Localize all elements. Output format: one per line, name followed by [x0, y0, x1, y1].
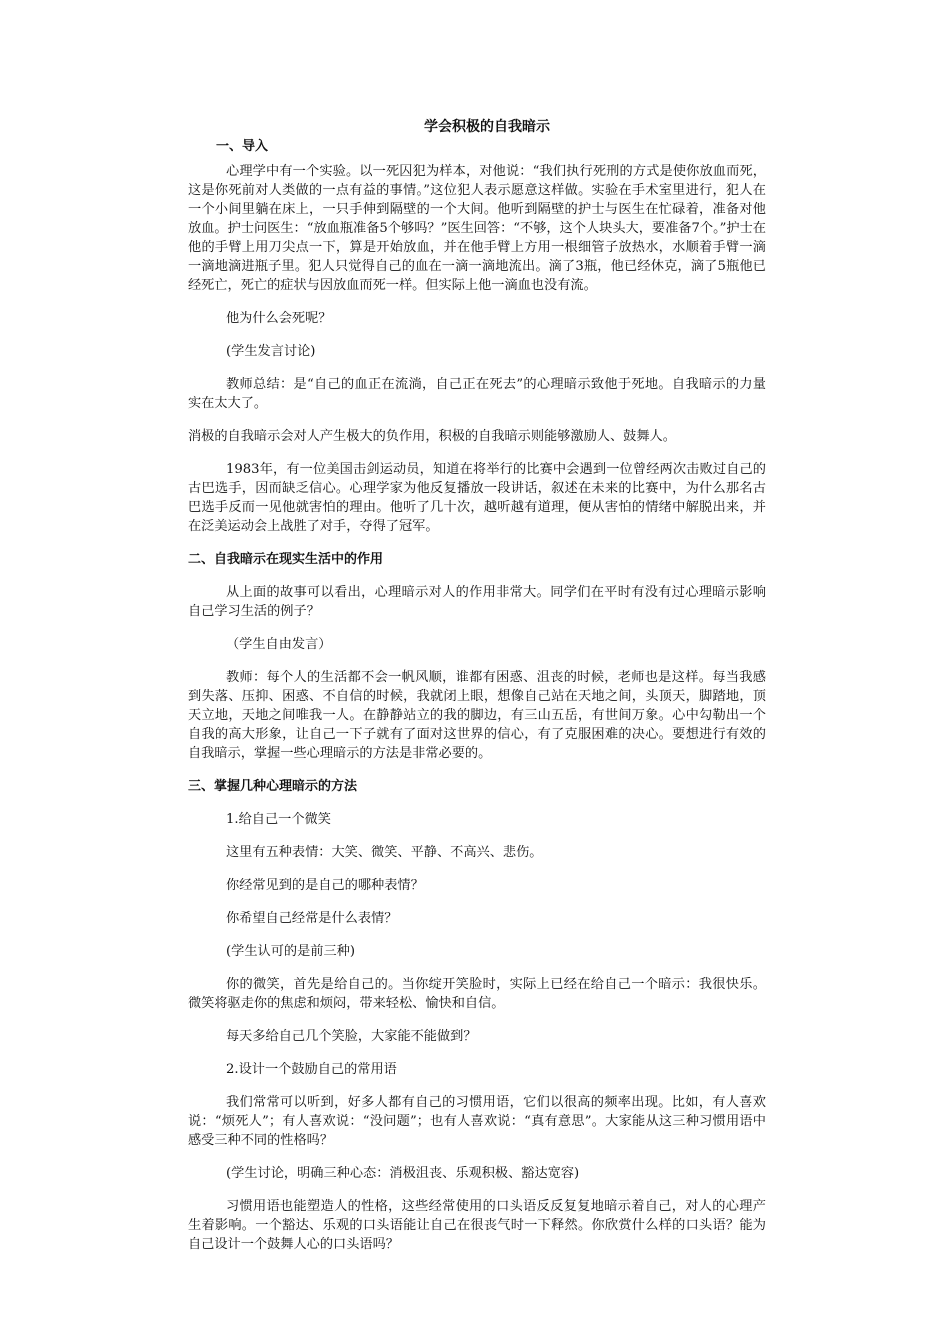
paragraph: (学生认可的是前三种) — [226, 944, 355, 959]
paragraph: (学生发言讨论) — [226, 344, 316, 359]
paragraph: 1.给自己一个微笑 — [226, 812, 331, 827]
document-page — [188, 118, 766, 1254]
paragraph: （学生自由发言） — [226, 637, 332, 652]
paragraph: 消极的自我暗示会对人产生极大的负作用，积极的自我暗示则能够激励人、鼓舞人。 — [188, 429, 676, 444]
paragraph: 教师：每个人的生活都不会一帆风顺，谁都有困惑、沮丧的时候，老师也是这样。每当我感到失落、压抑、困惑、不自信的时候，我就闭上眼，想像自己站在天地之间，头顶天，脚踏地，顶天立地，天地之间唯我一人。在静静站立的我的脚边，有三山五岳，有世间万象。心中勾勒出一个自我的高大形象，让自己一下子就有了面对这世界的信心，有了克服困难的决心。要想进行有效的自我暗示，掌握一些心理暗示的方法是非常必要的。 — [188, 670, 766, 761]
paragraph: 这里有五种表情：大笑、微笑、平静、不高兴、悲伤。 — [226, 845, 543, 860]
paragraph: 你的微笑，首先是给自己的。当你绽开笑脸时，实际上已经在给自己一个暗示：我很快乐。微笑将驱走你的焦虑和烦闷，带来轻松、愉快和自信。 — [188, 977, 766, 1011]
paragraph: 从上面的故事可以看出，心理暗示对人的作用非常大。同学们在平时有没有过心理暗示影响自己学习生活的例子？ — [188, 585, 766, 619]
paragraph: 我们常常可以听到，好多人都有自己的习惯用语，它们以很高的频率出现。比如，有人喜欢说：“烦死人”；有人喜欢说：“没问题”；也有人喜欢说：“真有意思”。大家能从这三种习惯用语中感受三种不同的性格吗？ — [188, 1095, 766, 1148]
paragraph: 你经常见到的是自己的哪种表情？ — [226, 878, 424, 893]
paragraph: 每天多给自己几个笑脸，大家能不能做到？ — [226, 1029, 477, 1044]
paragraph: 习惯用语也能塑造人的性格，这些经常使用的口头语反反复复地暗示着自己，对人的心理产生着影响。一个豁达、乐观的口头语能让自己在很丧气时一下释然。你欣赏什么样的口头语？能为自己设计一个鼓舞人心的口头语吗？ — [188, 1199, 766, 1252]
paragraph: (学生讨论，明确三种心态：消极沮丧、乐观积极、豁达宽容) — [226, 1166, 580, 1181]
paragraph: 他为什么会死呢？ — [226, 311, 332, 326]
document-title: 学会积极的自我暗示 — [424, 119, 550, 135]
paragraph: 教师总结：是“自己的血正在流淌，自己正在死去”的心理暗示致他于死地。自我暗示的力量实在太大了。 — [188, 377, 766, 411]
paragraph: 你希望自己经常是什么表情？ — [226, 911, 398, 926]
section-heading-methods: 三、掌握几种心理暗示的方法 — [188, 779, 358, 794]
paragraph: 2.设计一个鼓励自己的常用语 — [226, 1062, 397, 1077]
section-heading-effects: 二、自我暗示在现实生活中的作用 — [188, 552, 384, 567]
paragraph: 1983年，有一位美国击剑运动员，知道在将举行的比赛中会遇到一位曾经两次击败过自己的古巴选手，因而缺乏信心。心理学家为他反复播放一段讲话，叙述在未来的比赛中，为什么那名古巴选手反而一见他就害怕的理由。他听了几十次，越听越有道理，便从害怕的情绪中解脱出来，并在泛美运动会上战胜了对手，夺得了冠军。 — [188, 462, 766, 534]
paragraph: 心理学中有一个实验。以一死囚犯为样本，对他说：“我们执行死刑的方式是使你放血而死，这是你死前对人类做的一点有益的事情。”这位犯人表示愿意这样做。实验在手术室里进行，犯人在一个小间里躺在床上，一只手伸到隔壁的一个大间。他听到隔壁的护士与医生在忙碌着，准备对他放血。护士问医生：“放血瓶准备5个够吗？”医生回答：“不够，这个人块头大，要准备7个。”护士在他的手臂上用刀尖点一下，算是开始放血，并在他手臂上方用一根细管子放热水，水顺着手臂一滴一滴地滴进瓶子里。犯人只觉得自己的血在一滴一滴地流出。滴了3瓶，他已经休克，滴了5瓶他已经死亡，死亡的症状与因放血而死一样。但实际上他一滴血也没有流。 — [188, 164, 766, 293]
section-heading-intro: 一、导入 — [216, 139, 269, 154]
